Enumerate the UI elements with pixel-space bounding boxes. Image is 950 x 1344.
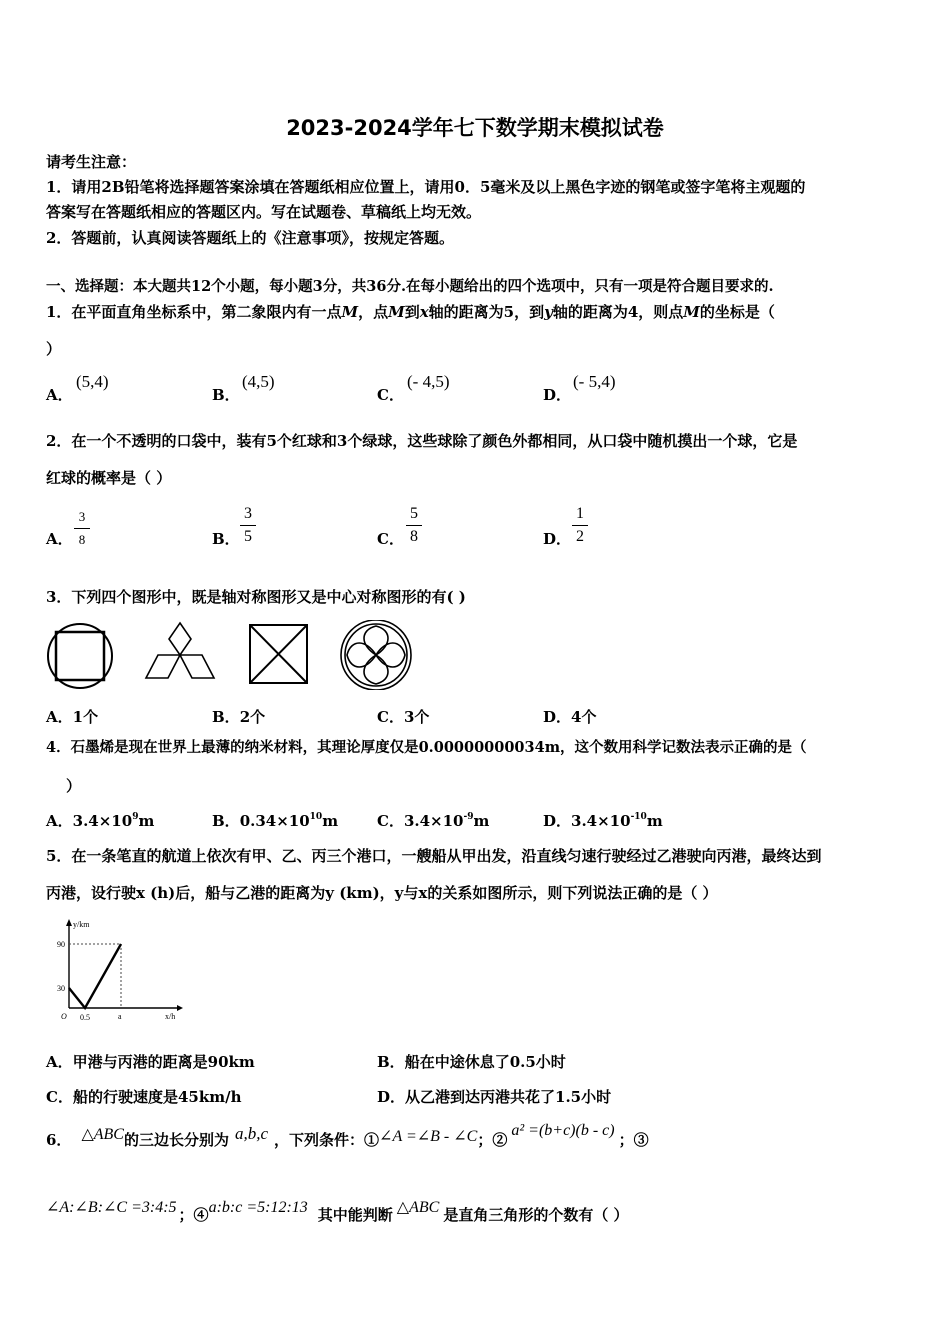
q5-option-b[interactable]: B．船在中途休息了0.5小时: [377, 1053, 566, 1071]
notice-line-2: 2．答题前，认真阅读答题纸上的《注意事项》，按规定答题。: [46, 229, 454, 247]
q2-stem-b: 红球的概率是（ ）: [46, 469, 172, 487]
q2-option-b-fraction: 3 5: [240, 505, 256, 546]
q3-option-b[interactable]: B．2个: [212, 708, 266, 726]
q5-graph: [55, 918, 185, 1028]
q1-option-b[interactable]: B．: [212, 386, 240, 404]
q3-option-d[interactable]: D．4个: [543, 708, 597, 726]
q1-option-c[interactable]: C．: [377, 386, 404, 404]
q4-stem-b: ）: [66, 777, 82, 795]
figure-three-rhombi: [146, 623, 214, 678]
notice-line-1a: 1．请用2B铅笔将选择题答案涂填在答题纸相应位置上，请用0．5毫米及以上黑色字迹的钢笔或签字笔将主观题的: [46, 178, 806, 196]
graph-ylabel: y/km: [73, 920, 90, 929]
q4-option-d[interactable]: D．$3.4\times 10^{-10}m$: [543, 812, 663, 830]
graph-line: [69, 944, 121, 1008]
q1-option-c-value: (- 4,5): [407, 372, 450, 391]
x-axis-arrow-icon: [177, 1005, 183, 1011]
q1-option-a-value: (5,4): [76, 372, 109, 391]
q5-option-a[interactable]: A．甲港与丙港的距离是90km: [46, 1053, 255, 1071]
q5-stem-a: 5．在一条笔直的航道上依次有甲、乙、丙三个港口，一艘船从甲出发，沿直线匀速行驶经过乙港驶向丙港，最终达到: [46, 847, 822, 865]
y-axis-arrow-icon: [66, 919, 72, 926]
q5-option-c[interactable]: C．船的行驶速度是45km/h: [46, 1088, 242, 1106]
notice-header: 请考生注意：: [46, 153, 137, 171]
q4-option-a[interactable]: A．$3.4\times 10^9m$: [46, 812, 155, 830]
q5-stem-b: 丙港，设行驶x (h)后，船与乙港的距离为y (km)，y与x的关系如图所示，则下列说法正确的是（ ）: [46, 884, 718, 902]
q2-option-b[interactable]: B．: [212, 530, 240, 548]
q2-option-d[interactable]: D．: [543, 530, 572, 548]
q1-option-d[interactable]: D．: [543, 386, 572, 404]
q2-option-a-fraction: 3 8: [74, 508, 90, 549]
q2-option-a[interactable]: A．: [46, 530, 73, 548]
q2-stem-a: 2．在一个不透明的口袋中，装有5个红球和3个绿球，这些球除了颜色外都相同，从口袋中随机摸出一个球，它是: [46, 432, 798, 450]
q6-line-2: ∠A:∠B:∠C =3:4:5 ；④a:b:c =5:12:13 其中能判断 △ABC 是直角三角形的个数有（ ）: [46, 1199, 629, 1224]
graph-y-30: 30: [57, 984, 65, 993]
q4-option-c[interactable]: C．$3.4\times 10^{-9}m$: [377, 812, 490, 830]
graph-x-a: a: [118, 1012, 122, 1021]
q5-option-d[interactable]: D．从乙港到达丙港共花了1.5小时: [377, 1088, 612, 1106]
graph-x-05: 0.5: [80, 1013, 90, 1022]
figure-circle-petals: [341, 620, 411, 690]
q3-option-a[interactable]: A．1个: [46, 708, 99, 726]
q2-option-d-fraction: 1 2: [572, 505, 588, 546]
graph-origin: O: [61, 1012, 67, 1021]
q2-option-c[interactable]: C．: [377, 530, 404, 548]
q3-figures: [42, 620, 422, 690]
q4-option-b[interactable]: B．$0.34\times 10^{10}m$: [212, 812, 339, 830]
q1-stem-close: ）: [46, 340, 62, 358]
q1-option-a[interactable]: A．: [46, 386, 73, 404]
q2-option-c-fraction: 5 8: [406, 505, 422, 546]
notice-line-1b: 答案写在答题纸相应的答题区内。写在试题卷、草稿纸上均无效。: [46, 203, 482, 221]
section-heading: 一、选择题：本大题共12个小题，每小题3分，共36分.在每小题给出的四个选项中，只有一项是符合题目要求的.: [46, 278, 774, 295]
graph-xlabel: x/h: [165, 1012, 176, 1021]
page-title: 2023-2024学年七下数学期末模拟试卷: [286, 116, 664, 140]
graph-y-90: 90: [57, 940, 65, 949]
q1-option-b-value: (4,5): [242, 372, 275, 391]
figure-circle-square: [48, 624, 112, 688]
q3-stem: 3．下列四个图形中，既是轴对称图形又是中心对称图形的有( ): [46, 588, 466, 606]
figure-square-diagonals: [250, 625, 307, 683]
q1-stem: 1．在平面直角坐标系中，第二象限内有一点M，点M到x轴的距离为5，到y轴的距离为4，则点M的坐标是（: [46, 303, 775, 321]
q6-line-1: 6． △ABC的三边长分别为 a,b,c ，下列条件：①∠A =∠B - ∠C；②a² =(b+c)(b - c)；③: [46, 1122, 649, 1149]
q1-option-d-value: (- 5,4): [573, 372, 616, 391]
q4-stem-a: 4．石墨烯是现在世界上最薄的纳米材料，其理论厚度仅是0.00000000034m，这个数用科学记数法表示正确的是（: [46, 739, 807, 756]
q3-option-c[interactable]: C．3个: [377, 708, 430, 726]
